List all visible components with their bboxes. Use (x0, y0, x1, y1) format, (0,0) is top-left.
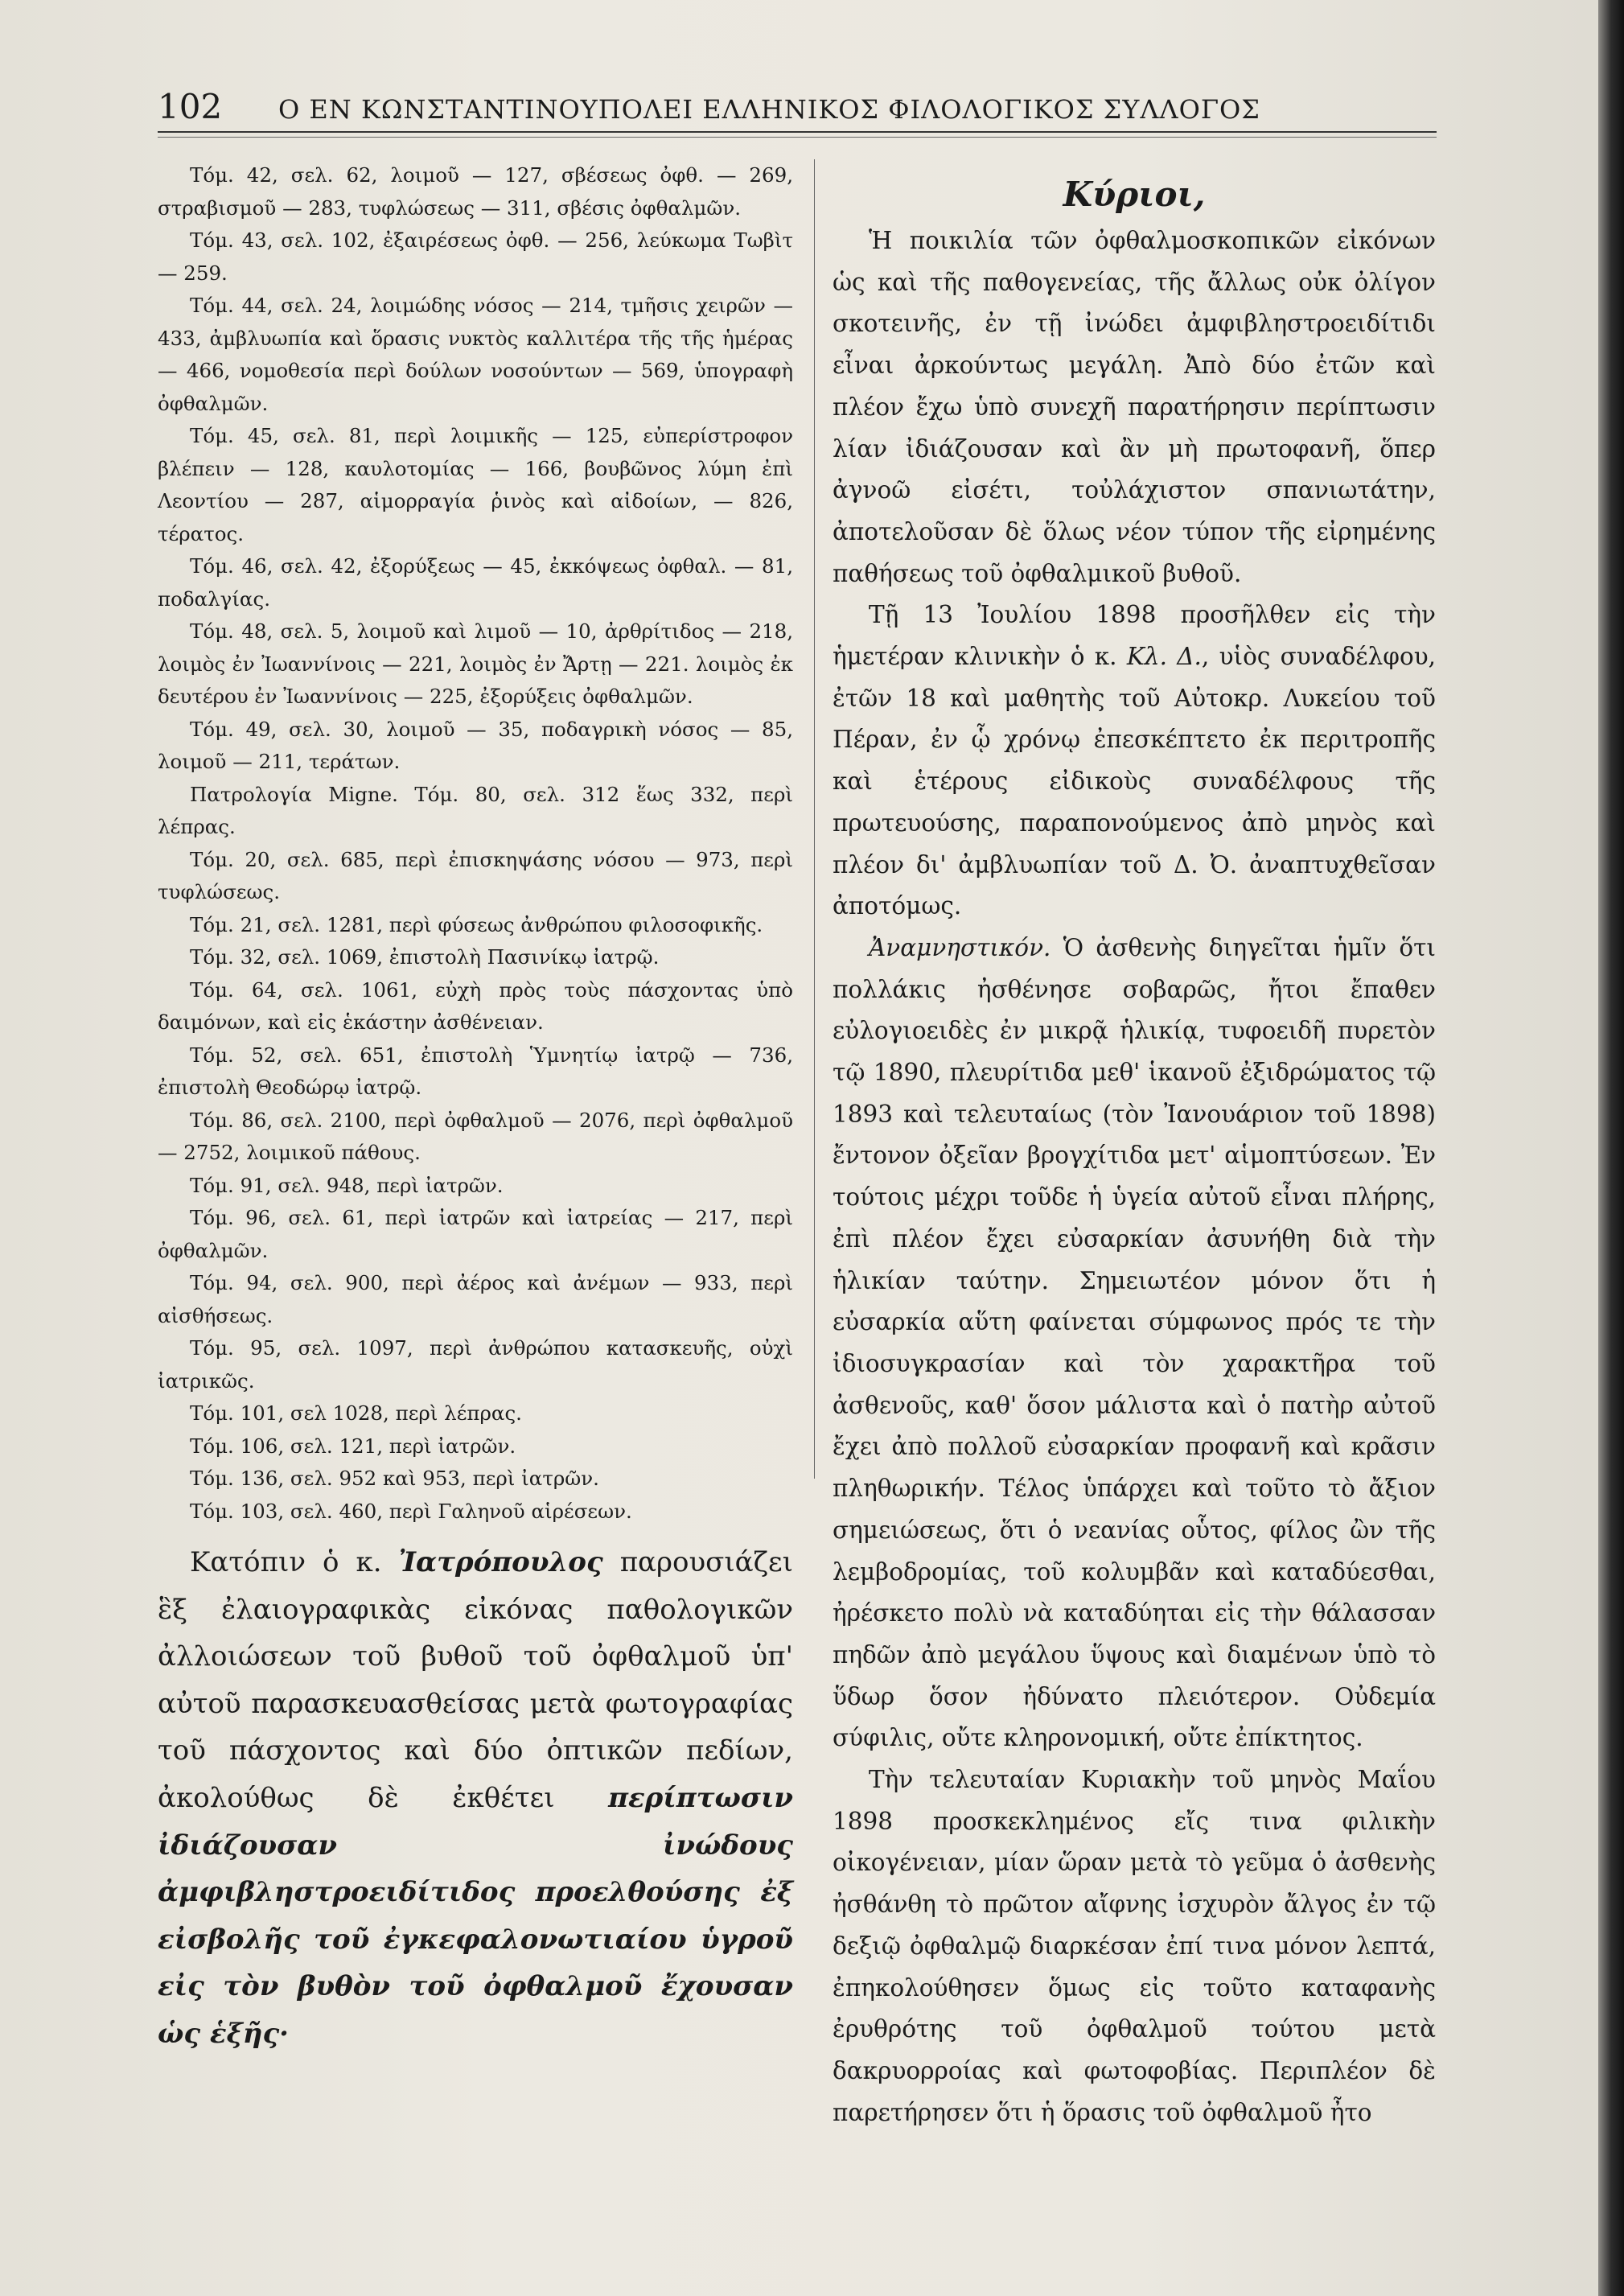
body-text: , υἱὸς συναδέλφου, ἐτῶν 18 καὶ μαθητὴς τοῦ Αὐτοκρ. Λυκείου τοῦ Πέραν, ἐν ᾧ χρόνῳ ἐπεσκέπτετο ἐκ περιτροπῆς καὶ ἑτέρους εἰδικοὺς συναδέλφους τῆς πρωτευούσης, παραπονούμενος ἀπὸ μηνὸς καὶ πλέον δι' ἀμβλυωπίαν τοῦ Δ. Ὀ. ἀναπτυχθεῖσαν ἀποτόμως. (833, 643, 1437, 920)
body-text: Ὁ ἀσθενὴς διηγεῖται ἡμῖν ὅτι πολλάκις ἠσθένησε σοβαρῶς, ἤτοι ἔπαθεν εὐλογιοειδὲς ἐν μικρᾷ ἡλικίᾳ, τυφοειδῆ πυρετὸν τῷ 1890, πλευρίτιδα μεθ' ἱκανοῦ ἐξιδρώματος τῷ 1893 καὶ τελευταίως (τὸν Ἰανουάριον τοῦ 1898) ἔντονον ὀξεῖαν βρογχίτιδα μετ' αἱμοπτύσεων. Ἐν τούτοις μέχρι τοῦδε ἡ ὑγεία αὐτοῦ εἶναι πλήρης, ἐπὶ πλέον ἔχει εὐσαρκίαν ἀσυνήθη διὰ τὴν ἡλικίαν ταύτην. Σημειωτέον μόνον ὅτι ἡ εὐσαρκία αὕτη φαίνεται σύμφωνος πρός τε τὴν ἰδιοσυγκρασίαν καὶ τὸν χαρακτῆρα τοῦ ἀσθενοῦς, καθ' ὅσον μάλιστα καὶ ὁ πατὴρ αὐτοῦ ἔχει ἀπὸ πολλοῦ εὐσαρκίαν προφανῆ καὶ κρᾶσιν πληθωρικήν. Τέλος ὑπάρχει καὶ τοῦτο τὸ ἄξιον σημειώσεως, ὅτι ὁ νεανίας οὗτος, φίλος ὢν τῆς λεμβοδρομίας, τοῦ κολυμβᾶν καὶ καταδύεσθαι, ἠρέσκετο πολὺ νὰ καταδύηται εἰς τὴν θάλασσαν πηδῶν ἀπὸ μεγάλου ὕψους καὶ διαμένων ὑπὸ τὸ ὕδωρ ὅσον ἠδύνατο πλειότερον. Οὐδεμία σύφιλις, οὔτε κληρονομική, οὔτε ἐπίκτητος. (833, 933, 1436, 1752)
body-paragraph (833, 928, 1436, 1759)
body-paragraph (833, 595, 1436, 928)
column-divider (814, 159, 815, 1479)
running-title: Ο ΕΝ ΚΩΝΣΤΑΝΤΙΝΟΥΠΟΛΕΙ ΕΛΛΗΝΙΚΟΣ ΦΙΛΟΛΟΓΙΚΟΣ ΣΥΛΛΟΓΟΣ (278, 94, 1260, 125)
reference-entry: Τόμ. 64, σελ. 1061, εὐχὴ πρὸς τοὺς πάσχοντας ὑπὸ δαιμόνων, καὶ εἰς ἑκάστην ἀσθένειαν. (158, 977, 793, 1034)
page-number: 102 (158, 87, 223, 126)
patient-initials: Κλ. Δ. (1126, 643, 1202, 671)
reference-entry: Τόμ. 42, σελ. 62, λοιμοῦ — 127, σβέσεως ὀφθ. — 269, στραβισμοῦ — 283, τυφλώσεως — 311, σβέσις ὀφθαλμῶν. (158, 163, 793, 220)
reference-entry: Τόμ. 106, σελ. 121, περὶ ἰατρῶν. (190, 1434, 516, 1458)
book-binding-edge (1598, 0, 1624, 2296)
reference-entry: Τόμ. 86, σελ. 2100, περὶ ὀφθαλμοῦ — 2076, περὶ ὀφθαλμοῦ — 2752, λοιμικοῦ πάθους. (158, 1108, 793, 1164)
salutation-heading: Κύριοι, (1063, 175, 1206, 214)
reference-entry: Τόμ. 48, σελ. 5, λοιμοῦ καὶ λιμοῦ — 10, ἀρθρίτιδος — 218, λοιμὸς ἐν Ἰωαννίνοις — 221, λοιμὸς ἐν Ἄρτῃ — 221. λοιμὸς ἐκ δευτέρου ἐν Ἰωαννίνοις — 225, ἐξορύξεις ὀφθαλμῶν. (158, 619, 793, 708)
reference-entry: Τόμ. 96, σελ. 61, περὶ ἰατρῶν καὶ ἰατρείας — 217, περὶ ὀφθαλμῶν. (158, 1206, 793, 1262)
body-paragraph: Ἡ ποικιλία τῶν ὀφθαλμοσκοπικῶν εἰκόνων ὡς καὶ τῆς παθογενείας, τῆς ἄλλως οὐκ ὀλίγον σκοτεινῆς, ἐν τῇ ἰνώδει ἀμφιβληστροειδίτιδι εἶναι ἀρκούντως μεγάλη. Ἀπὸ δύο ἐτῶν καὶ πλέον ἔχω ὑπὸ συνεχῆ παρατήρησιν περίπτωσιν λίαν ἰδιάζουσαν καὶ ἂν μὴ πρωτοφανῆ, ὅπερ ἀγνοῶ εἰσέτι, τοὐλάχιστον σπανιωτάτην, ἀποτελοῦσαν δὲ ὅλως νέον τύπον τῆς εἰρημένης παθήσεως τοῦ ὀφθαλμικοῦ βυθοῦ. (833, 227, 1436, 587)
body-paragraph: Τὴν τελευταίαν Κυριακὴν τοῦ μηνὸς Μαΐου 1898 προσκεκλημένος εἴς τινα φιλικὴν οἰκογένειαν, μίαν ὥραν μετὰ τὸ γεῦμα ὁ ἀσθενὴς ἠσθάνθη τὸ πρῶτον αἴφνης ἰσχυρὸν ἄλγος ἐν τῷ δεξιῷ ὀφθαλμῷ διαρκέσαν ἐπί τινα μόνον λεπτά, ἐπηκολούθησεν ὅμως εἰς τοῦτο καταφανὴς ἐρυθρότης τοῦ ὀφθαλμοῦ τούτου μετὰ δακρυορροίας καὶ φωτοφοβίας. Περιπλέον δὲ παρετήρησεν ὅτι ἡ ὅρασις τοῦ ὀφθαλμοῦ ἦτο (833, 1766, 1436, 2126)
left-column (158, 159, 793, 2058)
reference-entry: Τόμ. 101, σελ 1028, περὶ λέπρας. (190, 1401, 522, 1425)
page-header (158, 87, 1380, 126)
reference-entry: Τόμ. 136, σελ. 952 καὶ 953, περὶ ἰατρῶν. (190, 1467, 599, 1490)
reference-entry: Τόμ. 46, σελ. 42, ἐξορύξεως — 45, ἐκκόψεως ὀφθαλ. — 81, ποδαλγίας. (158, 554, 793, 611)
reference-entry: Πατρολογία Migne. Τόμ. 80, σελ. 312 ἕως 332, περὶ λέπρας. (158, 782, 793, 838)
intro-text: παρουσιάζει ἓξ ἐλαιογραφικὰς εἰκόνας παθολογικῶν ἀλλοιώσεων τοῦ βυθοῦ τοῦ ὀφθαλμοῦ ὑπ' αὐτοῦ παρασκευασθείσας μετὰ φωτογραφίας τοῦ πάσχοντος καὶ δύο ὀπτικῶν πεδίων, ἀκολούθως δὲ ἐκθέτει (158, 1546, 793, 1814)
reference-entry: Τόμ. 45, σελ. 81, περὶ λοιμικῆς — 125, εὐπερίστροφον βλέπειν — 128, καυλοτομίας — 166, βουβῶνος λύμη ἐπὶ Λεοντίου — 287, αἱμορραγία ῥινὸς καὶ αἰδοίων, — 826, τέρατος. (158, 424, 793, 545)
right-column (833, 171, 1436, 2133)
reference-entry: Τόμ. 32, σελ. 1069, ἐπιστολὴ Πασινίκῳ ἰατρῷ. (190, 945, 660, 969)
reference-entry: Τόμ. 43, σελ. 102, ἐξαιρέσεως ὀφθ. — 256, λεύκωμα Τωβὶτ — 259. (158, 228, 793, 285)
anamnesis-label: Ἀναμνηστικόν. (869, 933, 1051, 961)
reference-entry: Τόμ. 95, σελ. 1097, περὶ ἀνθρώπου κατασκευῆς, οὐχὶ ἰατρικῶς. (158, 1336, 793, 1393)
reference-entry: Τόμ. 49, σελ. 30, λοιμοῦ — 35, ποδαγρικὴ νόσος — 85, λοιμοῦ — 211, τεράτων. (158, 717, 793, 773)
reference-entry: Τόμ. 20, σελ. 685, περὶ ἐπισκηψάσης νόσου — 973, περὶ τυφλώσεως. (158, 847, 793, 903)
reference-entry: Τόμ. 52, σελ. 651, ἐπιστολὴ Ὑμνητίῳ ἰατρῷ — 736, ἐπιστολὴ Θεοδώρῳ ἰατρῷ. (158, 1043, 793, 1099)
article-intro-paragraph (158, 1539, 793, 2058)
case-title: περίπτωσιν ἰδιάζουσαν ἰνώδους ἀμφιβληστροειδίτιδος προελθούσης ἐξ εἰσβολῆς τοῦ ἐγκεφαλονωτιαίου ὑγροῦ εἰς τὸν βυθὸν τοῦ ὀφθαλμοῦ ἔχουσαν ὡς ἑξῆς· (158, 1781, 793, 2050)
reference-entry: Τόμ. 94, σελ. 900, περὶ ἀέρος καὶ ἀνέμων — 933, περὶ αἰσθήσεως. (158, 1271, 793, 1327)
intro-text: Κατόπιν ὁ κ. (190, 1546, 399, 1578)
article-intro (158, 1539, 793, 2058)
header-rule (158, 131, 1437, 138)
body-text: Τῇ 13 Ἰουλίου 1898 προσῆλθεν εἰς τὴν ἡμετέραν κλινικὴν ὁ κ. (833, 601, 1436, 671)
reference-entry: Τόμ. 21, σελ. 1281, περὶ φύσεως ἀνθρώπου φιλοσοφικῆς. (190, 912, 763, 936)
reference-entry: Τόμ. 91, σελ. 948, περὶ ἰατρῶν. (190, 1173, 504, 1197)
reference-entry: Τόμ. 44, σελ. 24, λοιμώδης νόσος — 214, τμῆσις χειρῶν — 433, ἀμβλυωπία καὶ ὅρασις νυκτὸς καλλιτέρα τῆς τῆς ἡμέρας — 466, νομοθεσία περὶ δούλων νοσούντων — 569, ὑπογραφὴ ὀφθαλμῶν. (158, 294, 793, 415)
reference-entry: Τόμ. 103, σελ. 460, περὶ Γαληνοῦ αἱρέσεων. (190, 1499, 632, 1523)
reference-list (158, 159, 793, 1528)
speaker-name: Ἰατρόπουλος (398, 1546, 603, 1578)
